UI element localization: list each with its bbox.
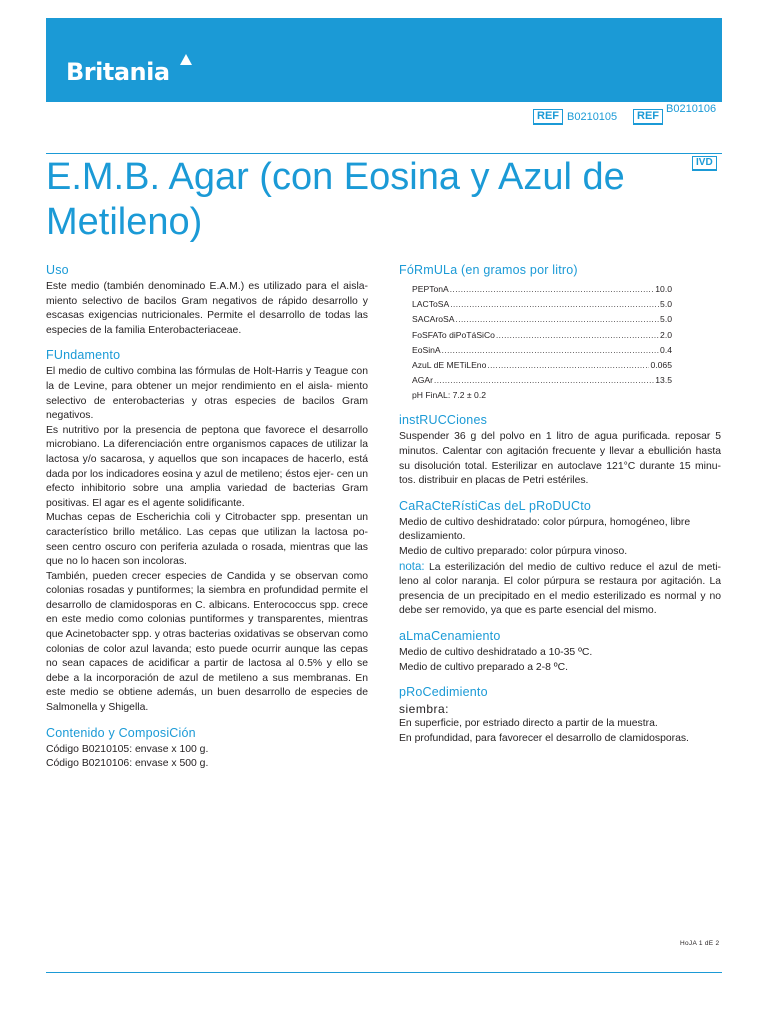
uso-text: Este medio (también denominado E.A.M.) es utilizado para el aisla-miento selectivo de bacilos Gram negativos de rápido desarrollo y escasas exigencias nutricionales. Permite el desarrollo de todas las especies de la familia Enterobacteriaceae.: [46, 281, 368, 336]
instrucciones-heading: instRUCCiones: [399, 413, 488, 428]
caracteristicas-line: Medio de cultivo deshidratado: color púrpura, homogéneo, libre deslizamiento.: [399, 516, 691, 543]
logo-triangle-icon: [180, 54, 192, 65]
formula-ph: pH FinAL: 7.2 ± 0.2: [412, 390, 486, 401]
header-banner: [46, 18, 722, 102]
instrucciones-text: Suspender 36 g del polvo en 1 litro de agua purificada. reposar 5 minutos. Calentar con agitación frecuente y llevar a ebullición hasta su disolución total. Esterilizar en autoclave 121°C durante 15 minu-tos. distribuir en placas de Petri estériles.: [399, 431, 721, 487]
fundamento-paragraph: El medio de cultivo combina las fórmulas de Holt-Harris y Teague con la de Levine, para obtener un mejor rendimiento en el aisla- miento selectivo de enterobacterias y otras especies de bacilos Gram negativos.: [46, 366, 368, 422]
uso-heading: Uso: [46, 263, 69, 277]
formula-heading: FóRmULa (en gramos por litro): [399, 263, 578, 277]
procedimiento-line: En profundidad, para favorecer el desarrollo de clamidosporas.: [399, 732, 689, 744]
caracteristicas-heading: CaRaCteRístiCas deL pRoDUCto: [399, 498, 592, 513]
caracteristicas-line: Medio de cultivo preparado: color púrpura vinoso.: [399, 545, 628, 557]
procedimiento-heading: pRoCedimiento: [399, 685, 488, 700]
formula-item: FoSFATo diPoTáSiCo ..... 2.0: [412, 328, 672, 343]
procedimiento-line: En superficie, por estriado directo a partir de la muestra.: [399, 718, 658, 730]
ivd-badge: IVD: [692, 156, 717, 171]
formula-item: EoSinA ..... 0.4: [412, 343, 672, 358]
formula-list: [399, 282, 672, 388]
formula-item: SACAroSA ..... 5.0: [412, 312, 672, 327]
brand-logo: Britania: [66, 58, 170, 86]
ref-code: B0210106: [666, 103, 717, 115]
left-column: [46, 262, 368, 772]
almacenamiento-line: Medio de cultivo preparado a 2-8 ºC.: [399, 661, 568, 673]
bottom-divider: [46, 972, 722, 973]
fundamento-heading: FUndamento: [46, 348, 121, 363]
contenido-heading: Contenido y ComposiCión: [46, 725, 196, 740]
almacenamiento-heading: aLmaCenamiento: [399, 628, 501, 643]
siembra-subheading: siembra:: [399, 702, 450, 717]
note-label: nota:: [399, 560, 425, 573]
fundamento-paragraph: También, pueden crecer especies de Candida y se observan como colonias rosadas y puntiformes; la siembra en profundidad permite el desarrollo de clamidosporas en C. albicans. Enterococcus spp. crece en este medio como colonias puntiformes y transparentes, mientras que Acinetobacter spp. y otras bacterias oxidativas se observan como colonias de color azul lavanda; esto puede ocurrir aunque las cepas no sean capaces de acidificar a partir de lactosa al 0.5% y ello se debe a la incorporación de azul de metileno a sus membranas. En este medio se obtiene además, un buen desarrollo de especies de Salmonella y Shigella.: [46, 570, 368, 714]
almacenamiento-line: Medio de cultivo deshidratado a 10-35 ºC.: [399, 646, 593, 658]
contenido-line: Código B0210105: envase x 100 g.: [46, 743, 209, 755]
ref-label: REF: [533, 109, 563, 125]
ref-label: REF: [633, 109, 663, 125]
ref-code: B0210105: [567, 111, 618, 123]
right-column: [399, 262, 721, 746]
formula-item: LACToSA ..... 5.0: [412, 297, 672, 312]
contenido-line: Código B0210106: envase x 500 g.: [46, 758, 209, 770]
top-divider: [46, 153, 722, 154]
formula-item: AGAr ..... 13.5: [412, 373, 672, 388]
page-number: HoJA 1 dE 2: [680, 940, 720, 947]
fundamento-paragraph: Es nutritivo por la presencia de peptona que favorece el desarrollo microbiano. La diferenciación entre organismos capaces de utilizar la lactosa y/o sacarosa, y aquellos que son incapaces de hacerlo, está dada por los indicadores eosina y azul de metileno; éstos ejer- cen un efecto inhibitorio sobre una amplia variedad de bacterias Gram positivas. El agar es el agente solidificante.: [46, 424, 368, 509]
page-title: E.M.B. Agar (con Eosina y Azul de Metileno): [46, 156, 625, 243]
caracteristicas-note: [399, 560, 721, 619]
fundamento-paragraph: Muchas cepas de Escherichia coli y Citrobacter spp. presentan un característico brillo metálico. Las cepas que utilizan la lactosa po-seen centro oscuro con periferia azulada o rosada, mientras que las que no lo hacen son incoloras.: [46, 512, 368, 568]
formula-item: PEPTonA ..... 10.0: [412, 282, 672, 297]
formula-item: AzuL dE METiLEno ..... 0.065: [412, 358, 672, 373]
note-text: La esterilización del medio de cultivo reduce el azul de meti-leno al color naranja. El color púrpura se restaura por agitación. La presencia de un precipitado en el medio esterilizado es normal y no debe ser removido, ya que es parte esencial del mismo.: [399, 561, 721, 617]
